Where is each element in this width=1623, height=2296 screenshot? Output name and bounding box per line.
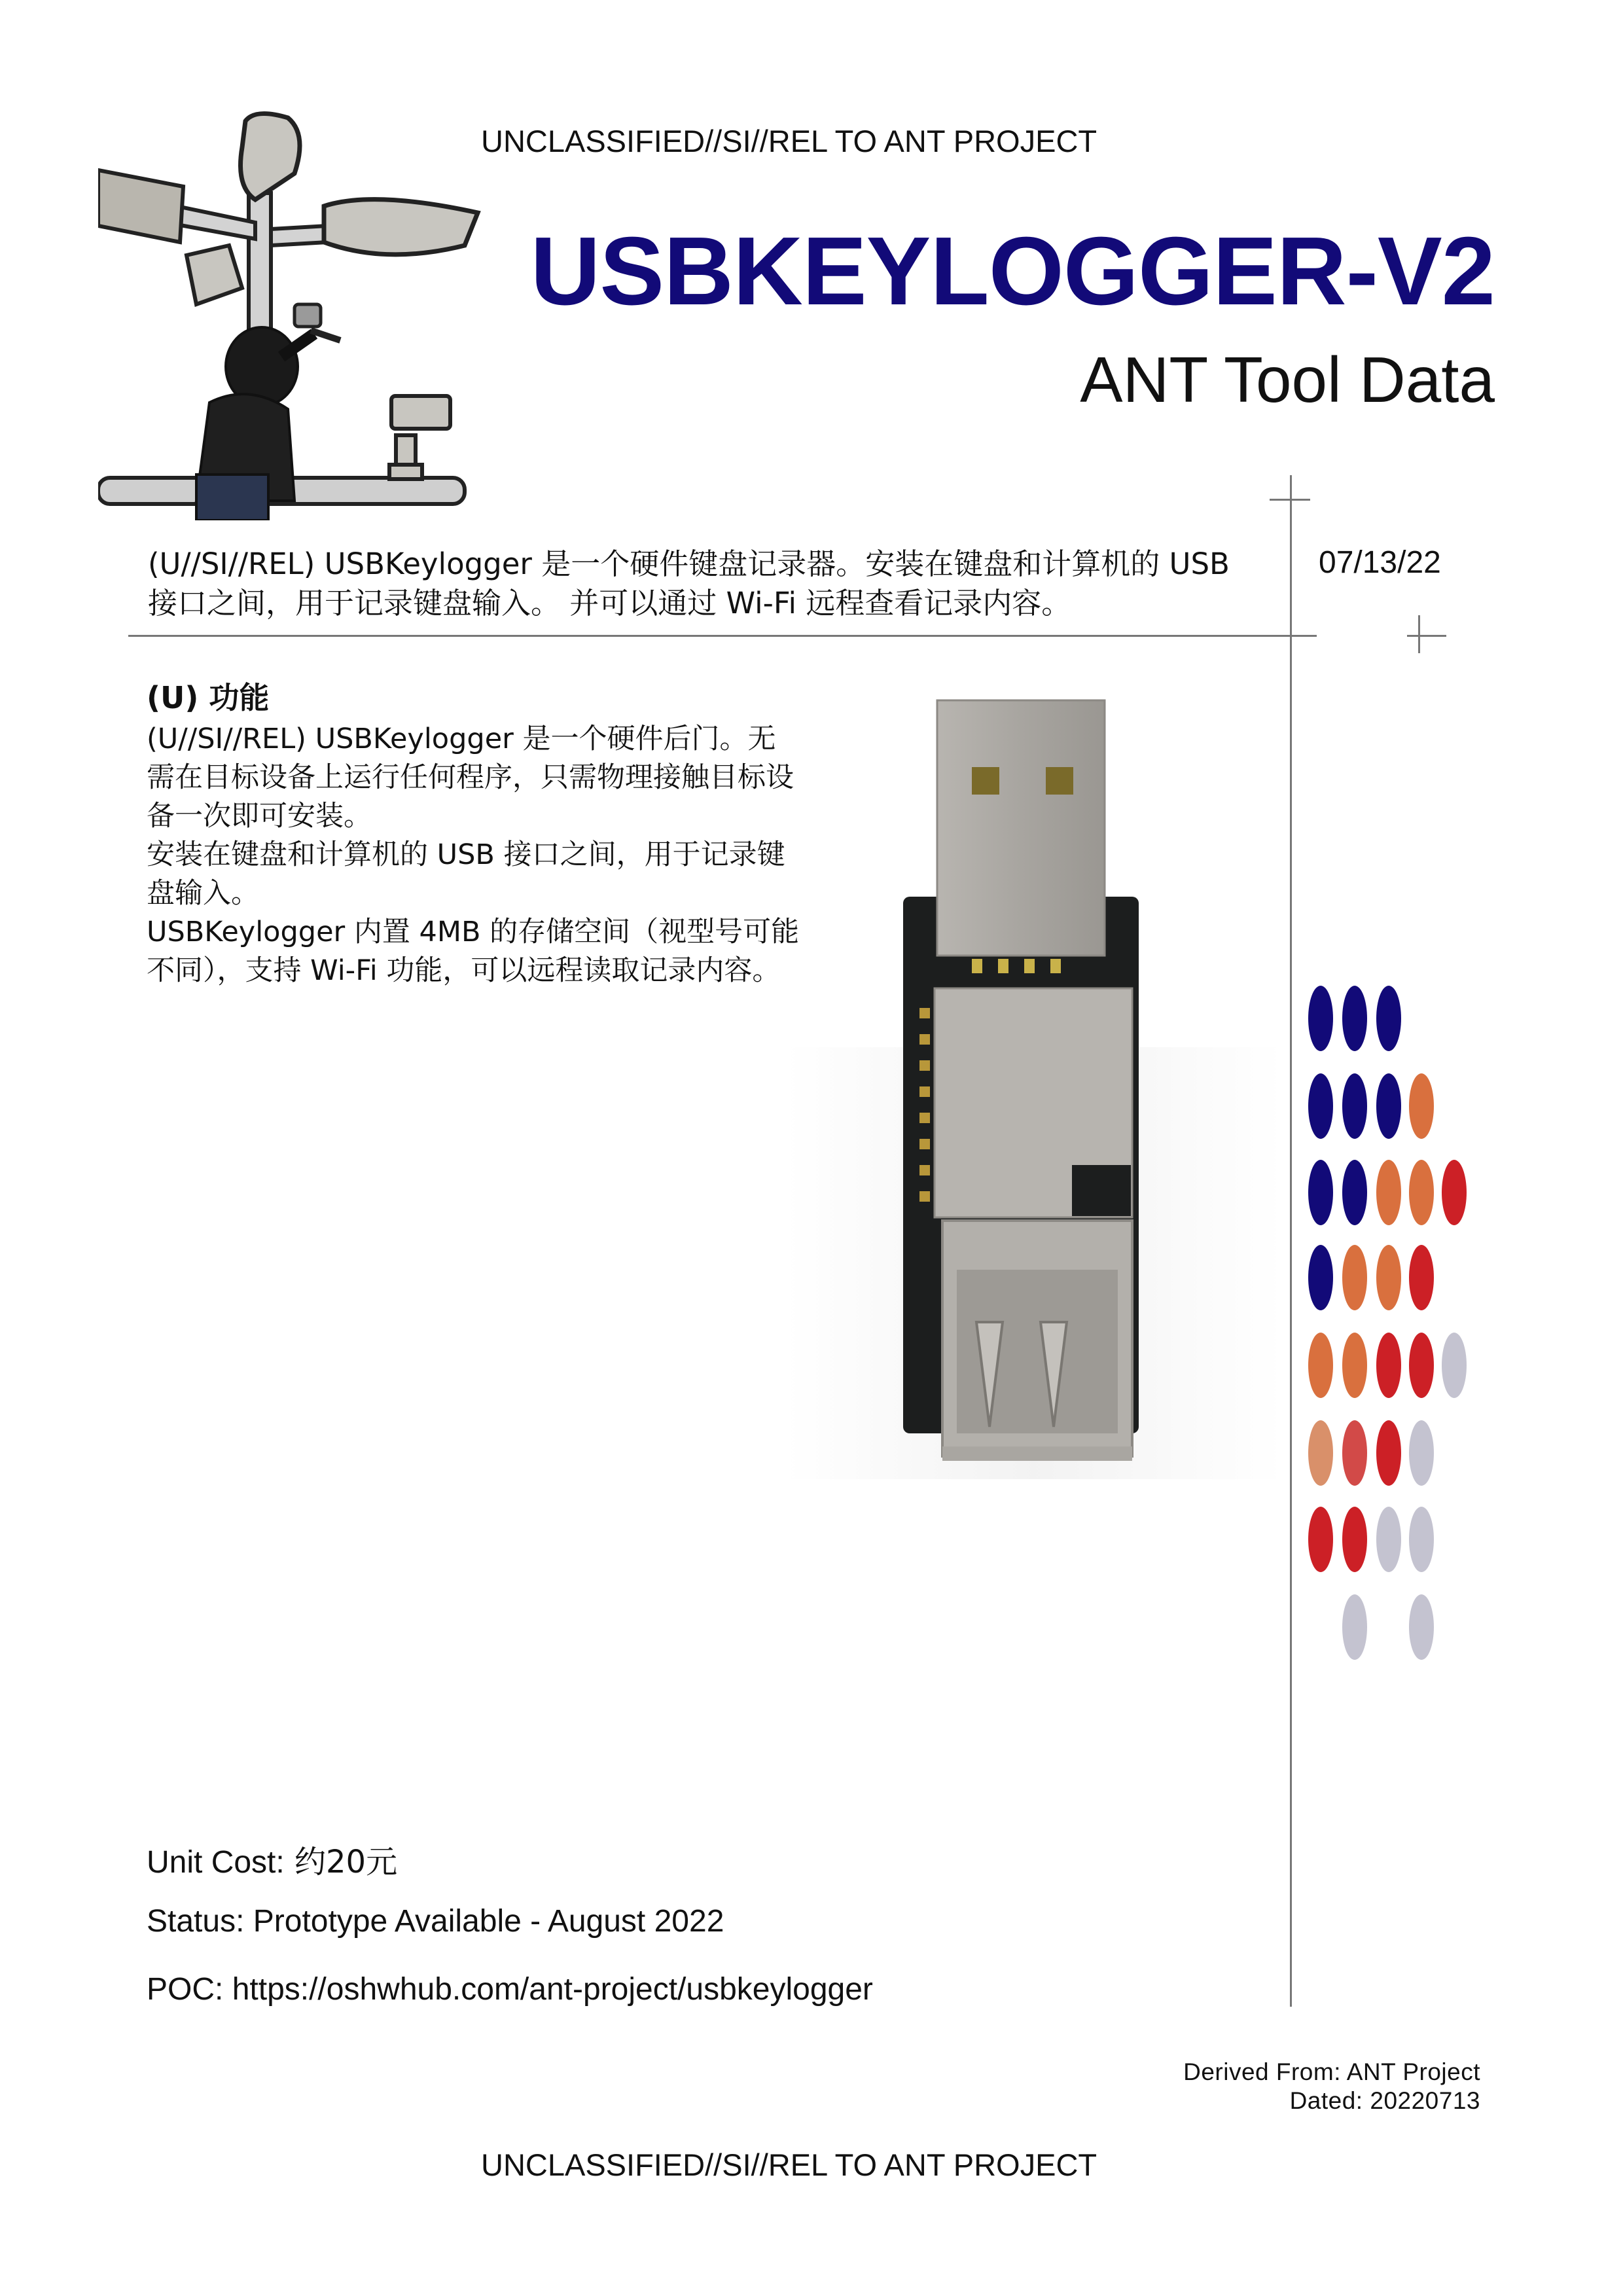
dated: Dated: 20220713 xyxy=(1289,2087,1480,2114)
dot xyxy=(1308,1160,1333,1225)
features-paragraph: (U//SI//REL) USBKeylogger 是一个硬件后门。无需在目标设备上运行任何程序，只需物理接触目标设备一次即可安装。 xyxy=(147,723,794,833)
dot xyxy=(1342,1507,1367,1572)
unit-cost xyxy=(147,1837,397,1882)
derived-from: Derived From: ANT Project xyxy=(1183,2058,1480,2085)
dot xyxy=(1376,1333,1401,1398)
cross-tick-top xyxy=(1270,499,1310,501)
poc-link[interactable]: https://oshwhub.com/ant-project/usbkeylogger xyxy=(223,1972,873,2007)
cross-tick-right-h xyxy=(1407,635,1446,637)
dot xyxy=(1342,986,1367,1051)
dot xyxy=(1342,1160,1367,1225)
dot xyxy=(1342,1594,1367,1660)
dot xyxy=(1409,1420,1434,1486)
dot xyxy=(1308,1245,1333,1310)
dot xyxy=(1376,1507,1401,1572)
status xyxy=(147,1903,724,1939)
dot xyxy=(1376,986,1401,1051)
dot xyxy=(1376,1073,1401,1139)
dot xyxy=(1409,1245,1434,1310)
dot xyxy=(1409,1160,1434,1225)
dot xyxy=(1342,1333,1367,1398)
dot xyxy=(1342,1420,1367,1486)
usb-keylogger-image xyxy=(785,694,1283,1479)
dot xyxy=(1409,1333,1434,1398)
dot xyxy=(1308,1073,1333,1139)
status-label: Status: xyxy=(147,1904,245,1939)
tool-summary: (U//SI//REL) USBKeylogger 是一个硬件键盘记录器。安装在键盘和计算机的 USB 接口之间，用于记录键盘输入。 并可以通过 Wi-Fi 远程查看记录内容。 xyxy=(148,547,1230,620)
page-title: USBKEYLOGGER-V2 xyxy=(530,217,1495,325)
dot xyxy=(1376,1245,1401,1310)
features-paragraph: USBKeylogger 内置 4MB 的存储空间（视型号可能不同），支持 Wi-Fi 功能，可以远程读取记录内容。 xyxy=(147,916,800,987)
dot xyxy=(1409,1594,1434,1660)
horizontal-rule xyxy=(128,635,1317,637)
dot xyxy=(1442,1160,1467,1225)
features-heading: (U) 功能 xyxy=(147,680,270,715)
features-body xyxy=(147,720,801,990)
status-value: Prototype Available - August 2022 xyxy=(244,1904,724,1939)
unit-cost-value: 约20元 xyxy=(284,1844,398,1880)
dot xyxy=(1442,1333,1467,1398)
dot xyxy=(1409,1507,1434,1572)
dot xyxy=(1308,1420,1333,1486)
ant-logo-icon xyxy=(98,108,481,520)
dot xyxy=(1342,1245,1367,1310)
dot xyxy=(1342,1073,1367,1139)
poc-label: POC: xyxy=(147,1972,224,2007)
features-paragraph: 安装在键盘和计算机的 USB 接口之间，用于记录键盘输入。 xyxy=(147,838,785,910)
dot xyxy=(1308,1507,1333,1572)
dot xyxy=(1376,1420,1401,1486)
page-subtitle: ANT Tool Data xyxy=(1080,344,1495,416)
vertical-rule xyxy=(1290,475,1292,2007)
classification-banner-bottom: UNCLASSIFIED//SI//REL TO ANT PROJECT xyxy=(481,2147,1097,2182)
classification-banner-top: UNCLASSIFIED//SI//REL TO ANT PROJECT xyxy=(481,124,1097,158)
unit-cost-label: Unit Cost: xyxy=(147,1845,285,1880)
dot xyxy=(1308,1333,1333,1398)
derived-from-block xyxy=(1183,2058,1480,2115)
dot xyxy=(1409,1073,1434,1139)
dot xyxy=(1308,986,1333,1051)
document-date: 07/13/22 xyxy=(1319,545,1441,580)
cross-tick-right xyxy=(1418,615,1420,653)
poc xyxy=(147,1971,873,2007)
dot xyxy=(1376,1160,1401,1225)
